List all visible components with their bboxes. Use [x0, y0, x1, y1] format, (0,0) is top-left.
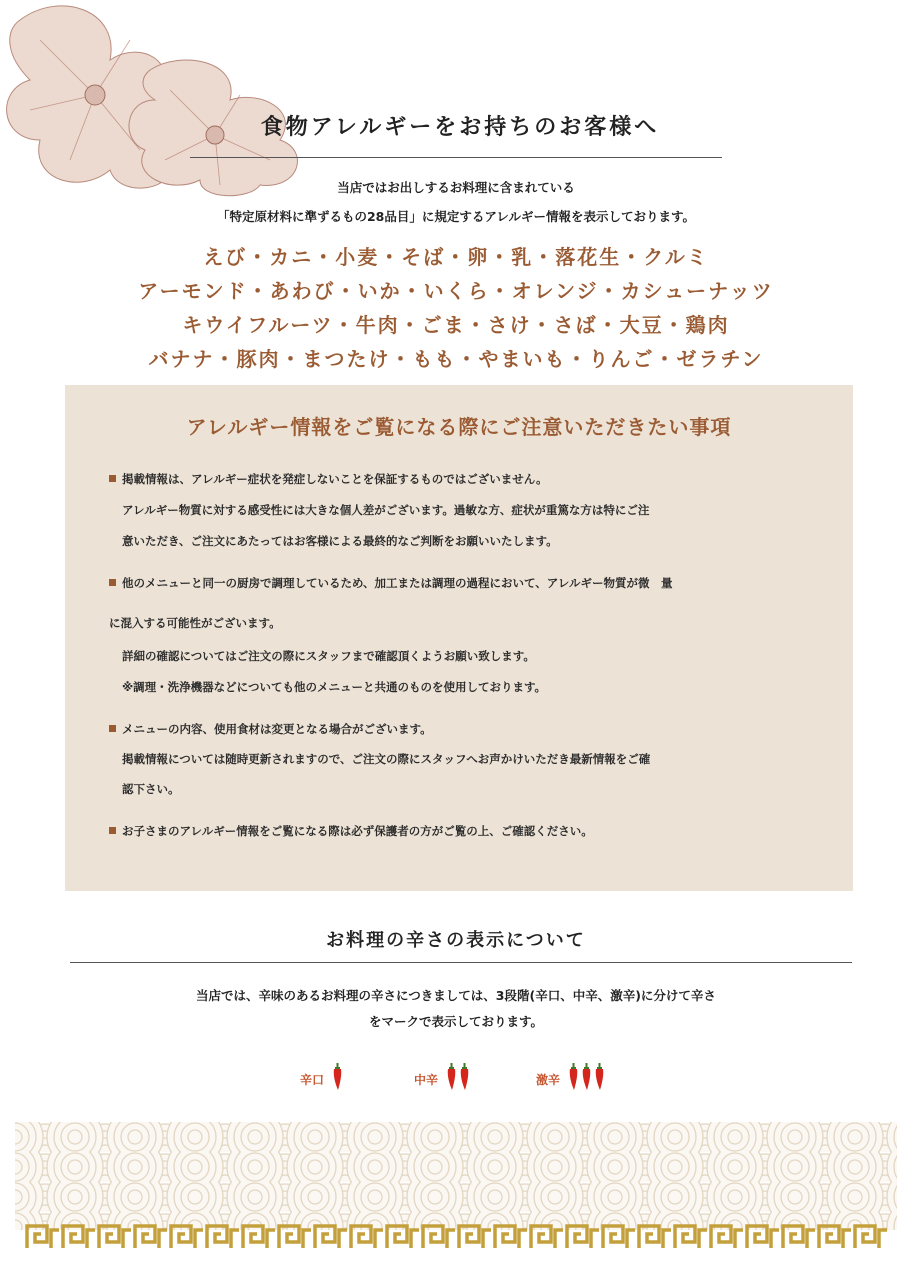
notice-box	[65, 385, 853, 891]
square-bullet-icon	[109, 579, 116, 586]
chili-pepper-icon	[568, 1063, 579, 1091]
seigaiha-wave-pattern	[15, 1122, 897, 1230]
spice-level-label: 辛口	[300, 1072, 325, 1087]
chili-pepper-icon	[446, 1063, 457, 1091]
square-bullet-icon	[109, 827, 116, 834]
spice-divider	[70, 962, 852, 963]
pepper-group	[332, 1063, 345, 1095]
notice-item	[109, 471, 547, 487]
chinese-fret-border	[25, 1222, 889, 1252]
allergen-line: バナナ・豚肉・まつたけ・もも・やまいも・りんご・ゼラチン	[148, 347, 764, 371]
spice-level-hot	[536, 1064, 607, 1094]
intro-text-line-1: 当店ではお出しするお料理に含まれている	[337, 180, 575, 195]
spice-level-label: 激辛	[536, 1072, 561, 1087]
peony-flower-icon	[0, 0, 340, 200]
pepper-group	[446, 1063, 472, 1095]
pepper-group	[568, 1063, 607, 1095]
spice-description-line-1: 当店では、辛味のあるお料理の辛さにつきましては、3段階(辛口、中辛、激辛)に分けて辛さ	[196, 988, 716, 1003]
notice-heading: アレルギー情報をご覧になる際にご注意いただきたい事項	[186, 415, 732, 439]
notice-text: 認下さい。	[122, 782, 180, 796]
notice-text: 他のメニューと同一の厨房で調理しているため、加工または調理の過程において、アレルギー物質が微 量	[122, 576, 673, 590]
notice-item	[109, 721, 432, 737]
notice-text: に混入する可能性がございます。	[109, 616, 281, 630]
chili-pepper-icon	[459, 1063, 470, 1091]
notice-text: ※調理・洗浄機器などについても他のメニューと共通のものを使用しております。	[122, 680, 547, 694]
spice-level-medium	[414, 1064, 472, 1094]
spice-level-mild	[300, 1064, 345, 1094]
square-bullet-icon	[109, 475, 116, 482]
notice-item	[109, 823, 593, 839]
allergen-list	[60, 240, 852, 376]
spice-section-title: お料理の辛さの表示について	[326, 930, 586, 951]
notice-text: メニューの内容、使用食材は変更となる場合がございます。	[122, 722, 432, 736]
spice-level-label: 中辛	[414, 1072, 439, 1087]
intro-text-line-2: 「特定原材料に準ずるもの28品目」に規定するアレルギー情報を表示しております。	[216, 209, 696, 224]
square-bullet-icon	[109, 725, 116, 732]
chili-pepper-icon	[594, 1063, 605, 1091]
allergen-line: キウイフルーツ・牛肉・ごま・さけ・さば・大豆・鶏肉	[182, 313, 730, 337]
chili-pepper-icon	[581, 1063, 592, 1091]
title-divider	[190, 157, 722, 158]
page-title: 食物アレルギーをお持ちのお客様へ	[260, 115, 660, 140]
notice-text: 掲載情報については随時更新されますので、ご注文の際にスタッフへお声かけいただき最新情報をご確	[122, 752, 651, 766]
notice-item	[109, 575, 673, 591]
allergen-line: えび・カニ・小麦・そば・卵・乳・落花生・クルミ	[203, 245, 709, 269]
notice-text: お子さまのアレルギー情報をご覧になる際は必ず保護者の方がご覧の上、ご確認ください。	[122, 824, 593, 838]
notice-text: 掲載情報は、アレルギー症状を発症しないことを保証するものではございません。	[122, 472, 548, 486]
chili-pepper-icon	[332, 1063, 343, 1091]
notice-text: 詳細の確認についてはご注文の際にスタッフまで確認頂くようお願い致します。	[122, 649, 535, 663]
allergen-line: アーモンド・あわび・いか・いくら・オレンジ・カシューナッツ	[138, 279, 774, 303]
notice-text: 意いただき、ご注文にあたってはお客様による最終的なご判断をお願いいたします。	[122, 534, 558, 548]
notice-text: アレルギー物質に対する感受性には大きな個人差がございます。過敏な方、症状が重篤な方は特にご注	[122, 503, 650, 517]
spice-description-line-2: をマークで表示しております。	[368, 1014, 543, 1029]
